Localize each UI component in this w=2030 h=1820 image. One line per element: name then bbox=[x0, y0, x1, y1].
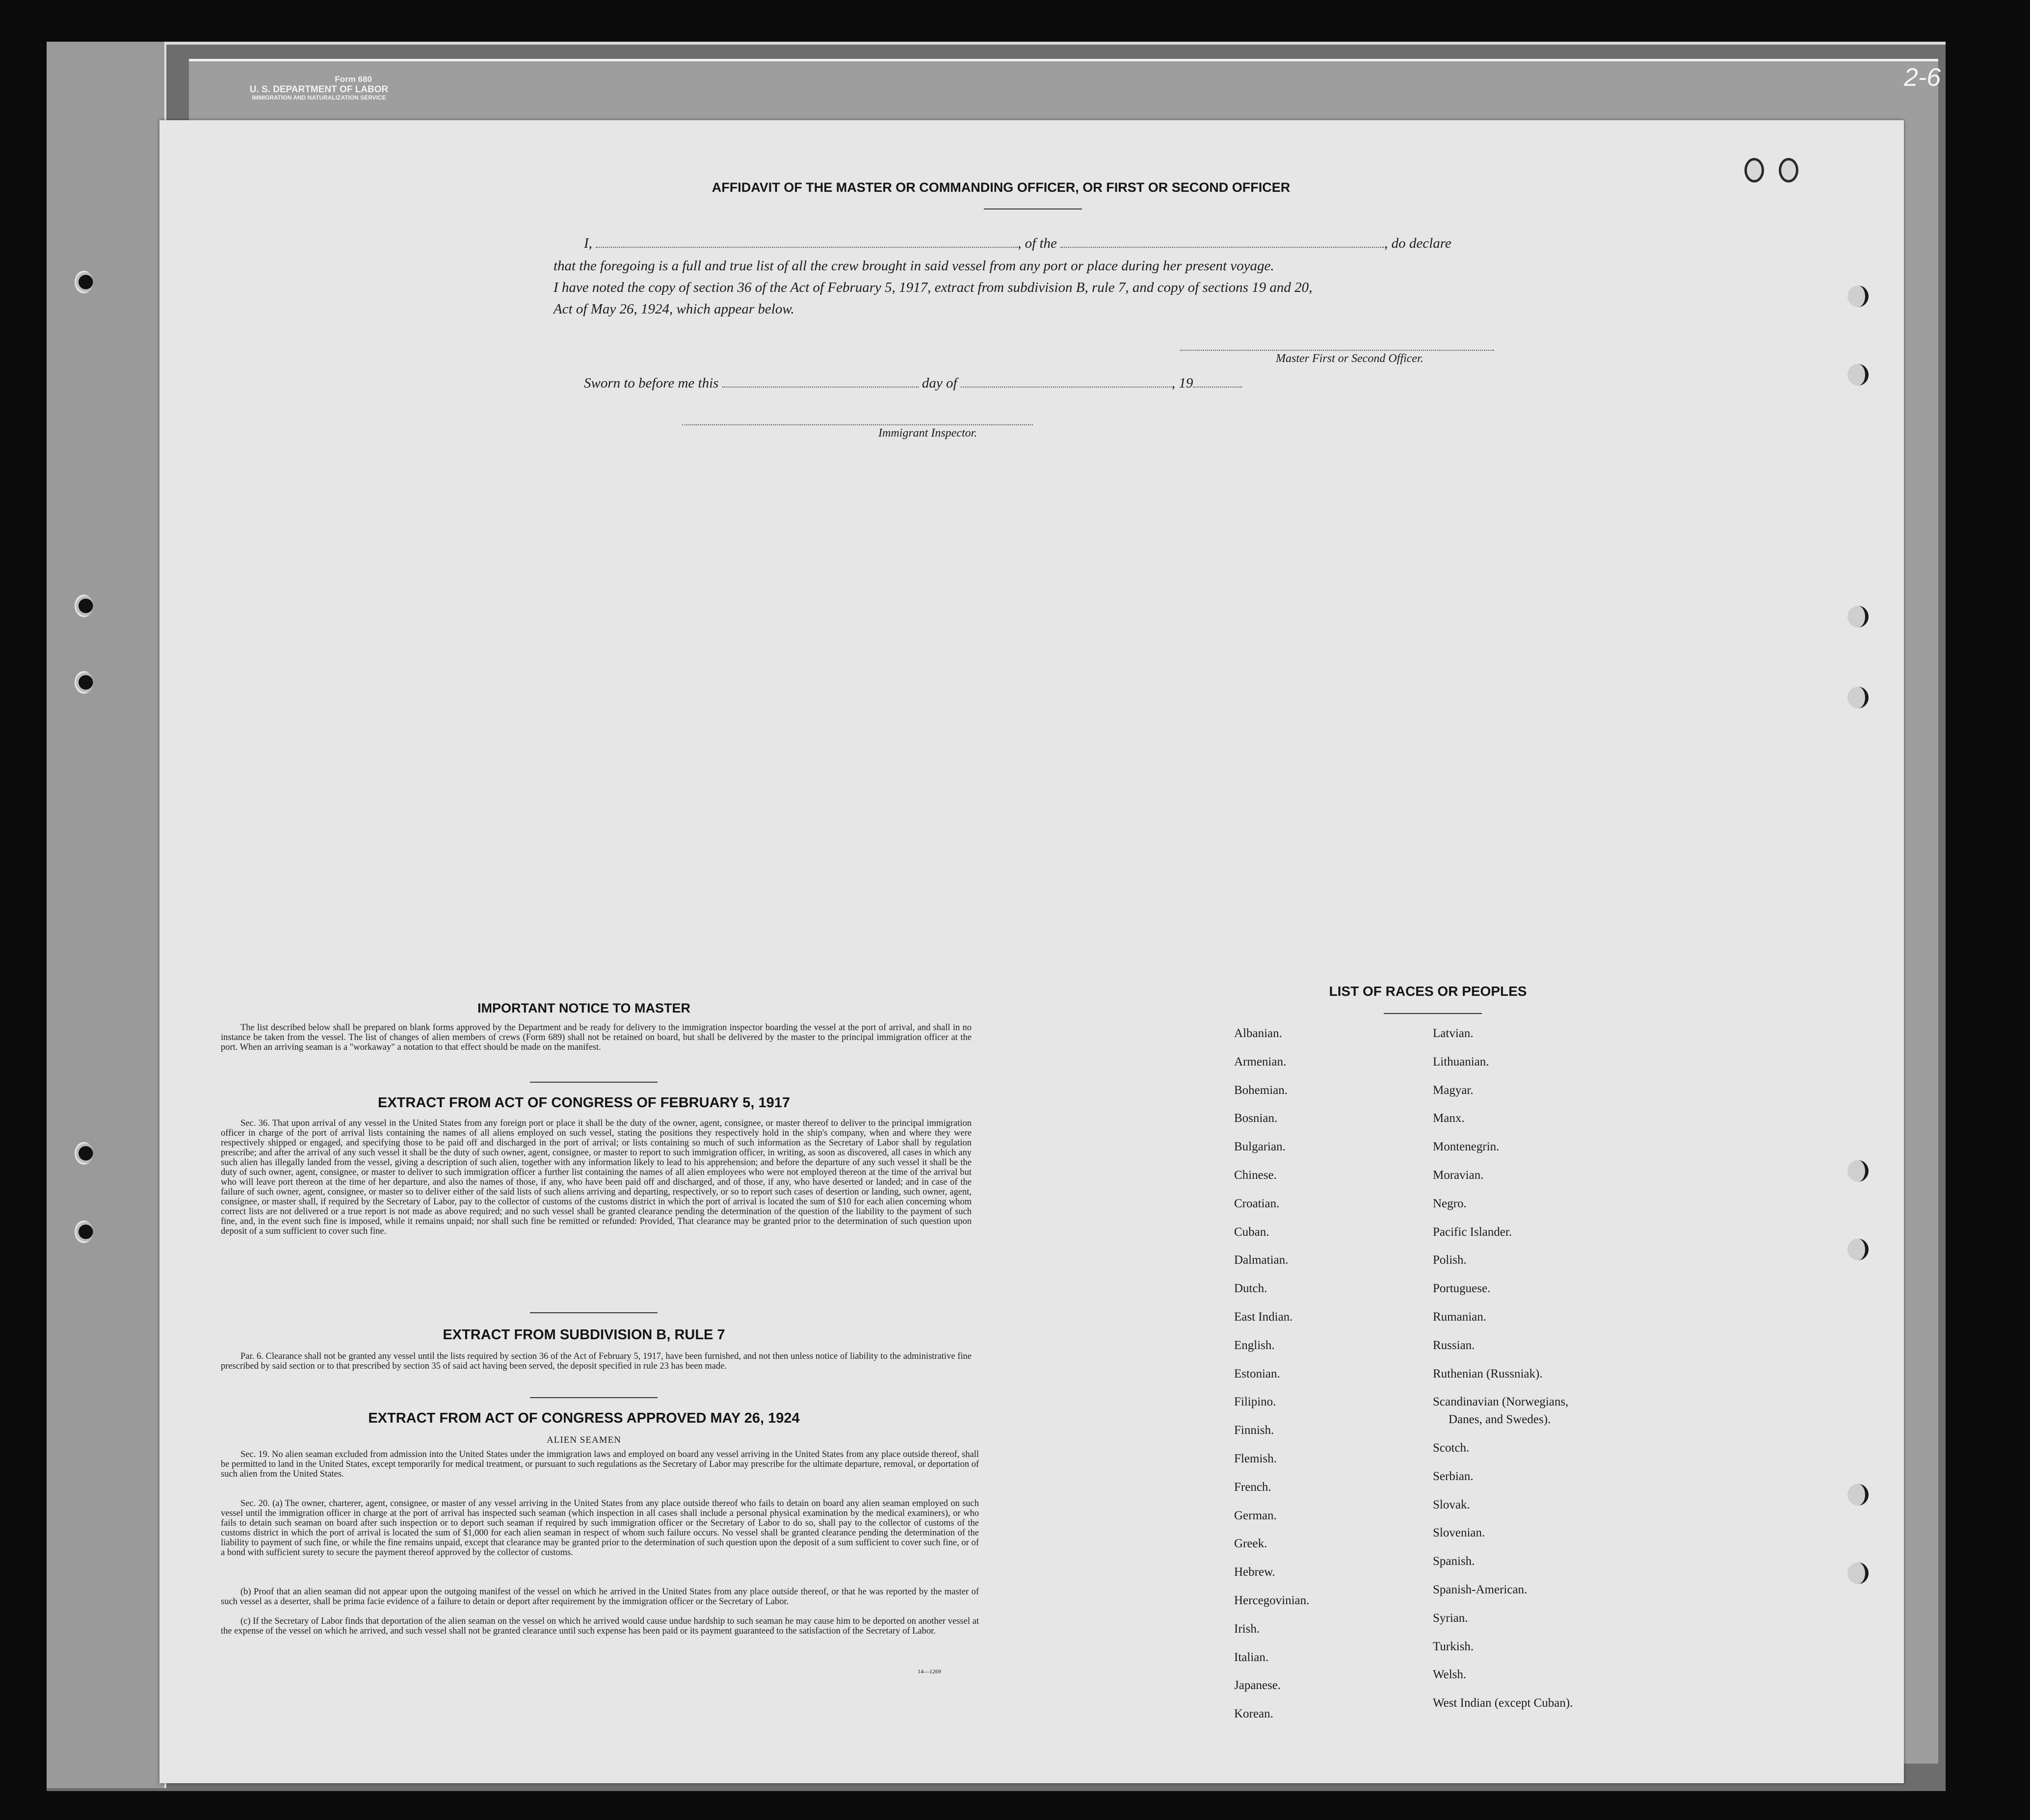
sec19-body: Sec. 19. No alien seaman excluded from admission into the United States under the immigration laws and employed on board any vessel arriving in the United States from any place outside thereof, shall be permitted to land in the United States, except temporarily for medical treatment, or pursuant to such regulations as the Secretary of Labor may prescribe for the ultimate departure, removal, or deportation of such alien from the United States. bbox=[221, 1450, 979, 1479]
print-form-number: 14—1269 bbox=[918, 1668, 941, 1675]
sec20a-body: Sec. 20. (a) The owner, charterer, agent, consignee, or master of any vessel arriving in the United States from any place outside thereof who fails to detain on board any alien seaman employed on such vessel until the immigration officer in charge at the port of arrival has inspected such seaman (which inspection in all cases shall include a personal physical examination by the medical examiners), or who fails to detain such seaman on board after such inspection or to deport such seaman if required by such immigration officer or the Secretary of Labor to do so, shall pay to the collector of customs of the customs district in which the port of arrival is located the sum of $1,000 for each alien seaman in respect of whom such failure occurs. No vessel shall be granted clearance pending the determination of the liability to payment of such fine, or while the fine remains unpaid, except that clearance may be granted prior to the determination of such question upon the deposit of a sum sufficient to cover such fine, or of a bond with sufficient surety to secure the payment thereof approved by the collector of customs. bbox=[221, 1499, 979, 1558]
notice-body: The list described below shall be prepared on blank forms approved by the Department and be ready for delivery to the immigration inspector boarding the vessel at the port of arrival, and shall in no instance be taken from the vessel. The list of changes of alien members of crews (Form 689) shall not be retained on board, but shall be delivered by the master to the principal immigration officer at the port. When an arriving seaman is a "workaway" a notation to that effect should be made on the manifest. bbox=[221, 1023, 972, 1052]
race-item: Irish. bbox=[1234, 1622, 1260, 1636]
extract-1917-title: EXTRACT FROM ACT OF CONGRESS OF FEBRUARY 5, 1917 bbox=[377, 1095, 791, 1111]
vessel-name-field[interactable] bbox=[1060, 236, 1384, 248]
sec20b-body: (b) Proof that an alien seaman did not appear upon the outgoing manifest of the vessel on which he arrived in the United States from any place outside thereof, or that he was reported by the master of such vessel as a deserter, shall be prima facie evidence of a failure to detain or deport after requirement by the immigration officer or the Secretary of Labor. bbox=[221, 1587, 979, 1607]
race-item: Dutch. bbox=[1234, 1282, 1267, 1296]
race-item: East Indian. bbox=[1234, 1310, 1293, 1324]
race-item: French. bbox=[1234, 1480, 1271, 1494]
extract-rule7-body: Par. 6. Clearance shall not be granted any vessel until the lists required by section 36 of the Act of February 5, 1917, have been furnished, and not then unless notice of liability to the administrative fine prescribed by said section or to that prescribed by section 35 of said act having been served, the deposit specified in rule 23 has been made. bbox=[221, 1352, 972, 1371]
background-sheet-edge bbox=[47, 42, 166, 1788]
sworn-year-field[interactable] bbox=[1193, 376, 1242, 388]
race-item: Slovak. bbox=[1433, 1498, 1470, 1511]
year-prefix: , 19 bbox=[1171, 375, 1193, 391]
punch-hole bbox=[1847, 286, 1869, 307]
alien-seamen-subtitle: ALIEN SEAMEN bbox=[547, 1435, 621, 1445]
race-item: Portuguese. bbox=[1433, 1282, 1491, 1296]
punch-hole bbox=[1847, 364, 1869, 386]
race-item: Filipino. bbox=[1234, 1395, 1276, 1409]
race-item: Turkish. bbox=[1433, 1639, 1474, 1653]
race-item: Croatian. bbox=[1234, 1196, 1280, 1210]
punch-hole bbox=[75, 671, 93, 694]
punch-hole bbox=[1847, 687, 1869, 708]
declarant-name-field[interactable] bbox=[596, 236, 1018, 248]
service-label: IMMIGRATION AND NATURALIZATION SERVICE bbox=[252, 94, 386, 102]
race-item: Albanian. bbox=[1234, 1027, 1282, 1040]
extract-rule7-title: EXTRACT FROM SUBDIVISION B, RULE 7 bbox=[443, 1327, 725, 1343]
punch-hole bbox=[1847, 1239, 1869, 1260]
punch-hole bbox=[1847, 606, 1869, 627]
handwritten-page-mark: 2-6 bbox=[1904, 63, 1941, 92]
race-item: English. bbox=[1234, 1338, 1275, 1352]
divider bbox=[530, 1397, 658, 1398]
punch-hole bbox=[1847, 1160, 1869, 1182]
race-item: Moravian. bbox=[1433, 1169, 1484, 1182]
race-item: Danes, and Swedes). bbox=[1449, 1413, 1551, 1427]
race-item: Spanish. bbox=[1433, 1555, 1475, 1568]
races-title: LIST OF RACES OR PEOPLES bbox=[1329, 984, 1527, 999]
department-label: U. S. DEPARTMENT OF LABOR bbox=[249, 84, 389, 95]
master-signature-line[interactable] bbox=[1180, 350, 1494, 351]
punch-hole bbox=[75, 271, 93, 293]
race-item: Serbian. bbox=[1433, 1469, 1474, 1483]
affidavit-title: AFFIDAVIT OF THE MASTER OR COMMANDING OFFICER, OR FIRST OR SECOND OFFICER bbox=[712, 180, 1291, 195]
race-item: German. bbox=[1234, 1508, 1277, 1522]
extract-1917-body: Sec. 36. That upon arrival of any vessel in the United States from any foreign port or place it shall be the duty of the owner, agent, consignee, or master thereof to deliver to the principal immigration officer in charge of the port of arrival lists containing the names of all aliens employed on such vessel, stating the positions they respectively hold in the ship's company, when and where they were respectively shipped or engaged, and specifying those to be paid off and discharged in the port of arrival; or lists containing so much of such information as the Secretary of Labor shall by regulation prescribe; and after the arrival of any such vessel it shall be the duty of such owner, agent, consignee, or master to report to such immigration officer, in writing, as soon as discovered, all cases in which any such alien has illegally landed from the vessel, giving a description of such alien, together with any information likely to lead to his apprehension; and before the departure of any such vessel it shall be the duty of such owner, agent, consignee, or master to deliver to such immigration officer a further list containing the names of all alien employees who were not employed thereon at the time of the arrival but who will leave port thereon at the time of her departure, and also the names of those, if any, who have been paid off and discharged, and of those, if any, who have deserted or landed; and in case of the failure of such owner, agent, consignee, or master so to deliver either of the said lists of such aliens arriving and departing, respectively, or so to report such cases of desertion or landing, such owner, agent, consignee, or master shall, if required by the Secretary of Labor, pay to the collector of customs of the customs district in which the port of arrival is located the sum of $10 for each alien concerning whom correct lists are not delivered or a true report is not made as above required; and no such vessel shall be granted clearance pending the determination of the question of the liability to the payment of such fine, and, in the event such fine is imposed, while it remains unpaid; nor shall such fine be remitted or refunded: Provided, That clearance may be granted prior to the determination of such question upon deposit of a sum sufficient to cover such fine. bbox=[221, 1118, 972, 1236]
race-item: Dalmatian. bbox=[1234, 1253, 1289, 1267]
punch-hole bbox=[1847, 1562, 1869, 1584]
race-item: Finnish. bbox=[1234, 1424, 1274, 1437]
race-item: Estonian. bbox=[1234, 1367, 1280, 1380]
race-item: Hercegovinian. bbox=[1234, 1594, 1310, 1607]
race-item: Italian. bbox=[1234, 1650, 1269, 1664]
race-item: Spanish-American. bbox=[1433, 1583, 1528, 1596]
declaration-line-4: Act of May 26, 1924, which appear below. bbox=[554, 301, 794, 317]
race-item: Hebrew. bbox=[1234, 1565, 1275, 1579]
race-item: Rumanian. bbox=[1433, 1310, 1487, 1324]
vessel-prefix: , of the bbox=[1018, 235, 1057, 251]
divider bbox=[530, 1082, 658, 1083]
punch-hole bbox=[1744, 158, 1764, 182]
race-item: Magyar. bbox=[1433, 1083, 1474, 1097]
punch-hole bbox=[75, 595, 93, 617]
declaration-line-2: that the foregoing is a full and true list of all the crew brought in said vessel from any port or place during her present voyage. bbox=[554, 258, 1274, 274]
race-item: Welsh. bbox=[1433, 1668, 1467, 1682]
race-item: Bosnian. bbox=[1234, 1112, 1278, 1125]
race-item: Scotch. bbox=[1433, 1441, 1470, 1455]
race-item: Scandinavian (Norwegians, bbox=[1433, 1395, 1569, 1409]
punch-hole bbox=[1779, 158, 1798, 182]
punch-hole bbox=[1847, 1484, 1869, 1506]
race-item: Syrian. bbox=[1433, 1611, 1468, 1625]
inspector-signature-label: Immigrant Inspector. bbox=[878, 427, 977, 440]
declare-suffix: , do declare bbox=[1384, 235, 1451, 251]
declarant-prefix: I, bbox=[584, 235, 592, 251]
sworn-month-field[interactable] bbox=[961, 376, 1172, 388]
declaration-line-1 bbox=[584, 235, 1451, 252]
sworn-prefix: Sworn to before me this bbox=[584, 375, 719, 391]
master-signature-label: Master First or Second Officer. bbox=[1276, 352, 1424, 365]
race-item: Armenian. bbox=[1234, 1055, 1287, 1068]
divider bbox=[984, 208, 1082, 209]
extract-1924-title: EXTRACT FROM ACT OF CONGRESS APPROVED MAY 26, 1924 bbox=[368, 1410, 800, 1426]
race-item: West Indian (except Cuban). bbox=[1433, 1696, 1573, 1710]
form-number-label: Form 680 bbox=[335, 75, 372, 84]
race-item: Polish. bbox=[1433, 1253, 1467, 1267]
race-item: Bulgarian. bbox=[1234, 1140, 1286, 1154]
declaration-line-3: I have noted the copy of section 36 of the Act of February 5, 1917, extract from subdivision B, rule 7, and copy of sections 19 and 20, bbox=[554, 280, 1313, 295]
race-item: Korean. bbox=[1234, 1707, 1273, 1721]
race-item: Bohemian. bbox=[1234, 1083, 1288, 1097]
race-item: Russian. bbox=[1433, 1338, 1475, 1352]
race-item: Negro. bbox=[1433, 1196, 1467, 1210]
race-item: Montenegrin. bbox=[1433, 1140, 1500, 1154]
race-item: Flemish. bbox=[1234, 1452, 1277, 1465]
race-item: Cuban. bbox=[1234, 1225, 1269, 1239]
form-header bbox=[231, 75, 407, 102]
inspector-signature-line[interactable] bbox=[682, 424, 1033, 425]
race-item: Pacific Islander. bbox=[1433, 1225, 1512, 1239]
day-of-label: day of bbox=[922, 375, 957, 391]
race-item: Latvian. bbox=[1433, 1027, 1474, 1040]
race-item: Lithuanian. bbox=[1433, 1055, 1489, 1068]
punch-hole bbox=[75, 1221, 93, 1243]
punch-hole bbox=[75, 1142, 93, 1165]
race-item: Japanese. bbox=[1234, 1679, 1281, 1692]
race-item: Manx. bbox=[1433, 1112, 1465, 1125]
sec20c-body: (c) If the Secretary of Labor finds that deportation of the alien seaman on the vessel on which he arrived would cause undue hardship to such seaman he may cause him to be deported on another vessel at the expense of the vessel on which he arrived, and such vessel shall not be granted clearance until such expense has been paid or its payment guaranteed to the satisfaction of the Secretary of Labor. bbox=[221, 1616, 979, 1636]
divider bbox=[1384, 1013, 1482, 1014]
race-item: Chinese. bbox=[1234, 1169, 1277, 1182]
sworn-line bbox=[584, 375, 1242, 391]
race-item: Ruthenian (Russniak). bbox=[1433, 1367, 1543, 1380]
sworn-day-field[interactable] bbox=[722, 376, 919, 388]
race-item: Greek. bbox=[1234, 1537, 1267, 1551]
race-item: Slovenian. bbox=[1433, 1526, 1485, 1540]
notice-title: IMPORTANT NOTICE TO MASTER bbox=[477, 1001, 690, 1015]
divider bbox=[530, 1312, 658, 1313]
